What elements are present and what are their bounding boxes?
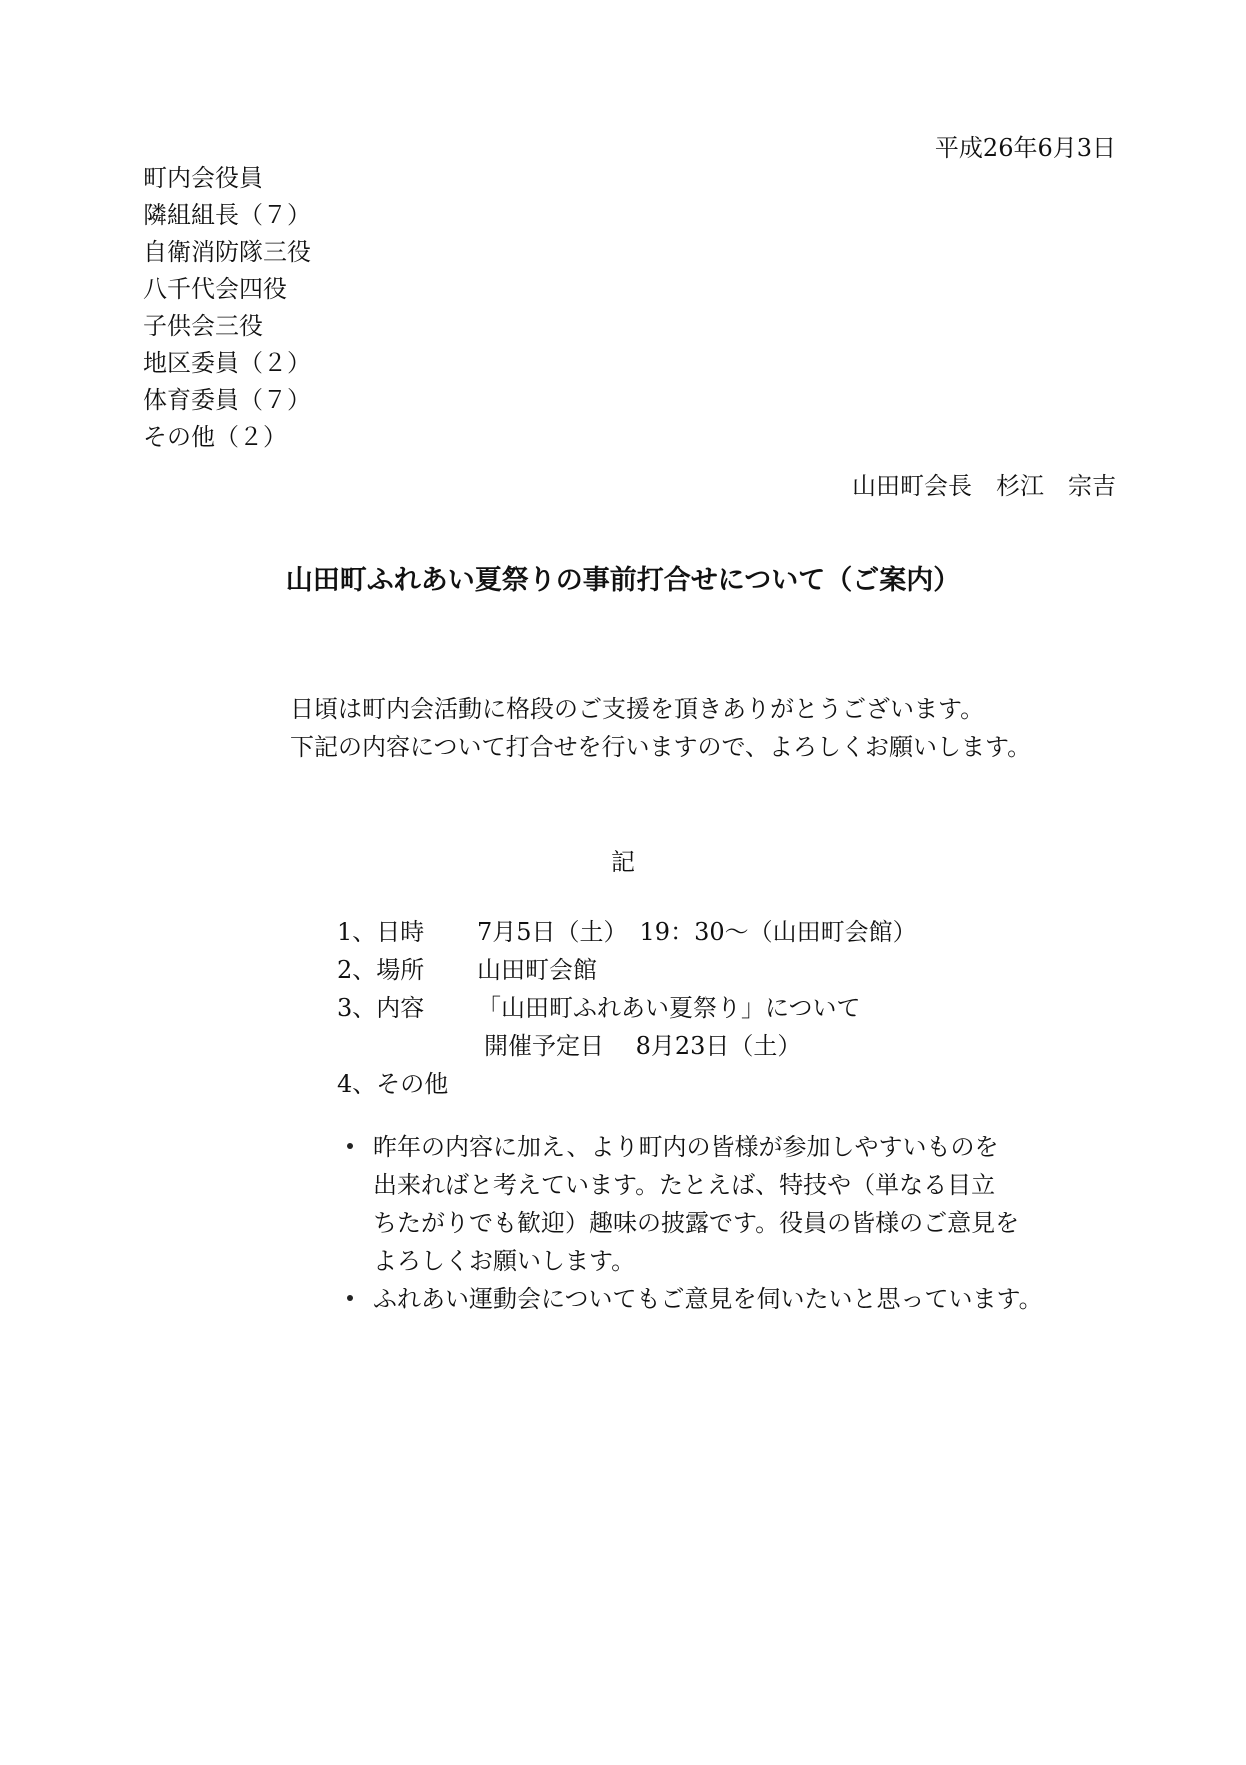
detail-item-schedule <box>337 1027 917 1065</box>
item-number: 3、内容 <box>337 994 425 1022</box>
intro-line: 下記の内容について打合せを行いますので、よろしくお願いします。 <box>290 733 1032 761</box>
bullet-item <box>340 1280 1043 1318</box>
recipient-item: 自衛消防隊三役 <box>143 238 311 266</box>
bullet-item <box>340 1128 1043 1280</box>
document-title: 山田町ふれあい夏祭りの事前打合せについて（ご案内） <box>285 565 961 596</box>
item-number: 2、場所 <box>337 956 425 984</box>
detail-item-other <box>337 1065 917 1103</box>
item-value: 開催予定日 8月23日（土） <box>484 1032 802 1060</box>
sender-name: 山田町会長 杉江 宗吉 <box>852 472 1116 500</box>
bullet-line: 昨年の内容に加え、より町内の皆様が参加しやすいものを <box>373 1133 999 1161</box>
intro-line: 日頃は町内会活動に格段のご支援を頂きありがとうございます。 <box>290 695 985 723</box>
bullet-line: ちたがりでも歓迎）趣味の披露です。役員の皆様のご意見を <box>373 1209 1020 1237</box>
recipient-item: 体育委員（７） <box>143 386 311 414</box>
recipient-item: その他（２） <box>143 423 287 451</box>
item-value: 「山田町ふれあい夏祭り」について <box>477 994 861 1022</box>
ki-heading: 記 <box>611 848 635 876</box>
detail-item-content <box>337 989 917 1027</box>
document-date: 平成26年6月3日 <box>934 134 1116 162</box>
recipient-item: 子供会三役 <box>143 312 263 340</box>
detail-item-place <box>337 951 917 989</box>
item-value: 山田町会館 <box>477 956 597 984</box>
recipient-list <box>143 160 311 456</box>
bullet-icon <box>340 1128 373 1280</box>
bullet-list <box>340 1128 1043 1318</box>
recipient-item: 隣組組長（７） <box>143 201 311 229</box>
detail-items <box>337 913 917 1103</box>
bullet-icon <box>340 1280 373 1318</box>
bullet-line: 出来ればと考えています。たとえば、特技や（単なる目立 <box>373 1171 996 1199</box>
item-number: 4、その他 <box>337 1070 449 1098</box>
recipient-item: 町内会役員 <box>143 164 263 192</box>
item-value: 7月5日（土） 19：30〜（山田町会館） <box>477 918 917 946</box>
intro-paragraph <box>290 690 1031 766</box>
recipient-item: 地区委員（２） <box>143 349 311 377</box>
recipient-item: 八千代会四役 <box>143 275 287 303</box>
item-number: 1、日時 <box>337 918 425 946</box>
detail-item-datetime <box>337 913 917 951</box>
bullet-line: ふれあい運動会についてもご意見を伺いたいと思っています。 <box>373 1285 1043 1313</box>
bullet-line: よろしくお願いします。 <box>373 1247 636 1275</box>
